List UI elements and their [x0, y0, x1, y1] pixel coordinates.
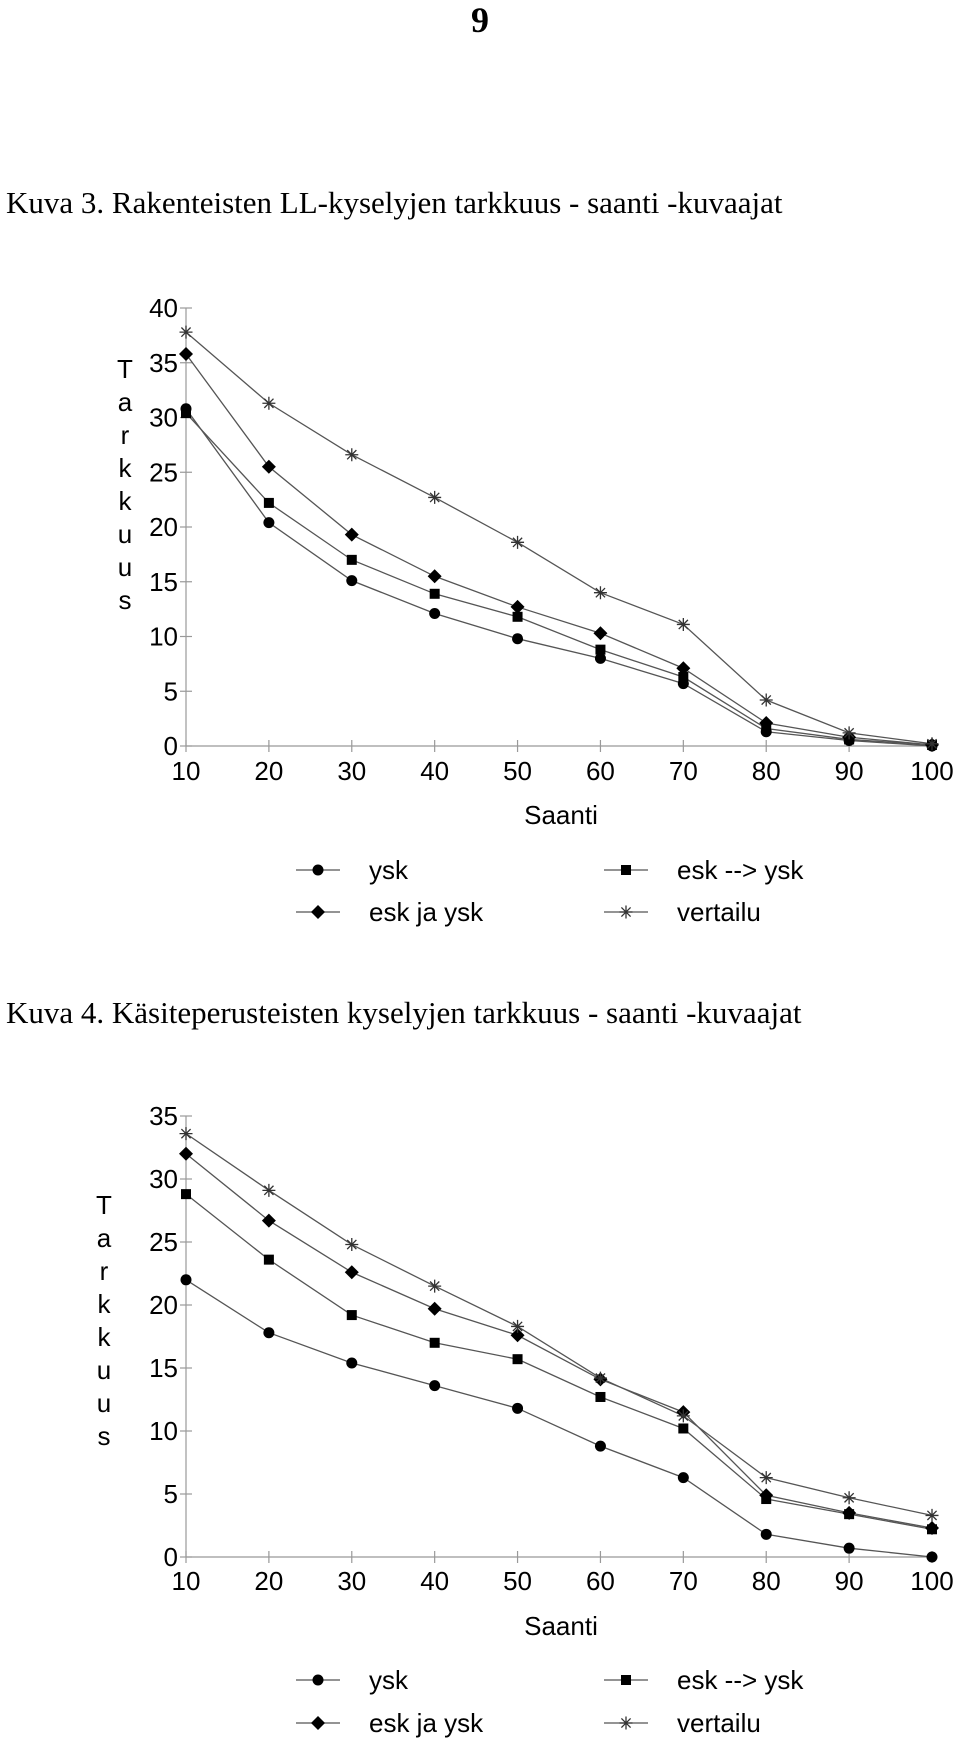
legend-label: esk --> ysk [677, 1665, 804, 1695]
data-point [844, 1543, 855, 1554]
data-point [594, 586, 607, 599]
x-tick-label: 70 [668, 756, 698, 786]
data-point [926, 1509, 939, 1522]
data-point [511, 536, 524, 549]
data-point [677, 1409, 690, 1422]
x-tick-label: 10 [171, 756, 201, 786]
legend-marker [311, 1716, 325, 1730]
series-markers-square [181, 408, 937, 750]
series-line-square [186, 413, 932, 745]
data-point [843, 1491, 856, 1504]
x-tick-label: 60 [585, 1566, 615, 1596]
y-tick-label: 15 [149, 1353, 178, 1383]
y-axis-label: T a r k k u u s [96, 1190, 112, 1451]
legend-marker [620, 1717, 633, 1730]
series-line-circle [186, 409, 932, 746]
y-tick-label: 25 [149, 1227, 178, 1257]
data-point [264, 1255, 274, 1265]
x-tick-label: 80 [751, 756, 781, 786]
legend-label: ysk [369, 855, 408, 885]
legend-item [604, 897, 761, 927]
data-point [180, 1127, 193, 1140]
data-point [926, 737, 939, 750]
data-point [179, 1147, 193, 1161]
data-point [927, 1552, 938, 1563]
data-point [264, 498, 274, 508]
series-markers-circle [181, 403, 938, 751]
data-point [262, 1214, 276, 1228]
data-point [179, 347, 193, 361]
y-tick-label: 35 [149, 347, 178, 378]
x-tick-label: 20 [254, 1566, 284, 1596]
legend-item [604, 1708, 761, 1738]
y-tick-label: 15 [149, 566, 178, 597]
x-tick-label: 20 [254, 756, 284, 786]
legend-item [604, 855, 804, 885]
x-tick-label: 40 [420, 756, 450, 786]
y-tick-label: 0 [163, 1542, 178, 1572]
data-point [760, 694, 773, 707]
series-markers-square [181, 1189, 937, 1534]
data-point [512, 633, 523, 644]
chart-tarkkuus-saanti-ll [0, 250, 960, 940]
y-tick-label: 10 [149, 621, 178, 652]
series-markers-circle [181, 1274, 938, 1562]
data-point [512, 1403, 523, 1414]
y-tick-label: 10 [149, 1416, 178, 1446]
data-point [428, 569, 442, 583]
data-point [345, 1265, 359, 1279]
x-tick-label: 50 [503, 756, 533, 786]
data-point [595, 645, 605, 655]
y-tick-label: 30 [149, 1164, 178, 1194]
series-line-diamond [186, 354, 932, 745]
x-tick-label: 40 [420, 1566, 450, 1596]
legend-label: vertailu [677, 1708, 761, 1738]
y-tick-label: 35 [149, 1101, 178, 1131]
x-tick-label: 30 [337, 756, 367, 786]
x-axis-label: Saanti [524, 800, 598, 830]
figure-4-caption: Kuva 4. Käsiteperusteisten kyselyjen tarkkuus - saanti -kuvaajat [6, 995, 802, 1030]
y-tick-label: 0 [163, 731, 178, 761]
legend-marker [621, 865, 631, 875]
x-tick-label: 50 [503, 1566, 533, 1596]
data-point [262, 1184, 275, 1197]
data-point [263, 517, 274, 528]
legend-marker [313, 865, 324, 876]
x-axis-label: Saanti [524, 1611, 598, 1641]
figure-3-caption: Kuva 3. Rakenteisten LL-kyselyjen tarkkuus - saanti -kuvaajat [6, 185, 783, 220]
data-point [347, 1310, 357, 1320]
data-point [760, 1471, 773, 1484]
series-line-star [186, 1134, 932, 1516]
y-tick-label: 5 [163, 1479, 178, 1509]
legend-marker [311, 905, 325, 919]
data-point [678, 1423, 688, 1433]
data-point [346, 575, 357, 586]
data-point [428, 1280, 441, 1293]
data-point [428, 491, 441, 504]
data-point [677, 618, 690, 631]
data-point [345, 528, 359, 542]
x-tick-label: 100 [910, 756, 954, 786]
data-point [594, 1372, 607, 1385]
data-point [181, 408, 191, 418]
data-point [678, 1472, 689, 1483]
data-point [345, 448, 358, 461]
x-tick-label: 100 [910, 1566, 954, 1596]
data-point [181, 1189, 191, 1199]
chart-tarkkuus-saanti-kasite [0, 1060, 960, 1748]
data-point [262, 397, 275, 410]
data-point [513, 1354, 523, 1364]
legend-label: esk ja ysk [369, 1708, 484, 1738]
series-markers-star [180, 326, 939, 751]
x-tick-label: 80 [751, 1566, 781, 1596]
legend-marker [620, 906, 633, 919]
y-tick-label: 40 [149, 293, 178, 323]
data-point [761, 1529, 772, 1540]
legend [296, 1665, 804, 1738]
y-tick-label: 20 [149, 512, 178, 542]
y-tick-label: 30 [149, 402, 178, 433]
data-point [346, 1357, 357, 1368]
data-point [429, 608, 440, 619]
legend-marker [621, 1675, 631, 1685]
y-tick-label: 20 [149, 1290, 178, 1320]
legend-item [296, 1665, 409, 1695]
data-point [347, 555, 357, 565]
legend-marker [313, 1675, 324, 1686]
data-point [180, 326, 193, 339]
y-axis-label: T a r k k u u s [117, 354, 133, 615]
x-tick-label: 60 [585, 756, 615, 786]
x-tick-label: 70 [668, 1566, 698, 1596]
x-tick-label: 90 [834, 1566, 864, 1596]
data-point [430, 589, 440, 599]
legend-item [296, 855, 409, 885]
data-point [593, 626, 607, 640]
data-point [429, 1380, 440, 1391]
legend-label: vertailu [677, 897, 761, 927]
legend [296, 855, 804, 927]
series-markers-diamond [179, 347, 939, 752]
series-line-circle [186, 1280, 932, 1557]
legend-label: esk ja ysk [369, 897, 484, 927]
data-point [595, 1392, 605, 1402]
data-point [428, 1302, 442, 1316]
data-point [595, 1441, 606, 1452]
legend-item [296, 897, 484, 927]
data-point [430, 1338, 440, 1348]
x-tick-label: 90 [834, 756, 864, 786]
data-point [511, 1320, 524, 1333]
legend-label: esk --> ysk [677, 855, 804, 885]
y-tick-label: 5 [163, 676, 178, 707]
x-tick-label: 30 [337, 1566, 367, 1596]
legend-item [604, 1665, 804, 1695]
series-line-star [186, 332, 932, 744]
legend-label: ysk [369, 1665, 408, 1695]
y-tick-label: 25 [149, 457, 178, 488]
data-point [263, 1327, 274, 1338]
data-point [843, 726, 856, 739]
data-point [181, 1274, 192, 1285]
series-line-square [186, 1194, 932, 1529]
data-point [345, 1238, 358, 1251]
series-markers-star [180, 1127, 939, 1522]
x-tick-label: 10 [171, 1566, 201, 1596]
page-number: 9 [471, 0, 489, 40]
data-point [262, 460, 276, 474]
legend-item [296, 1708, 484, 1738]
